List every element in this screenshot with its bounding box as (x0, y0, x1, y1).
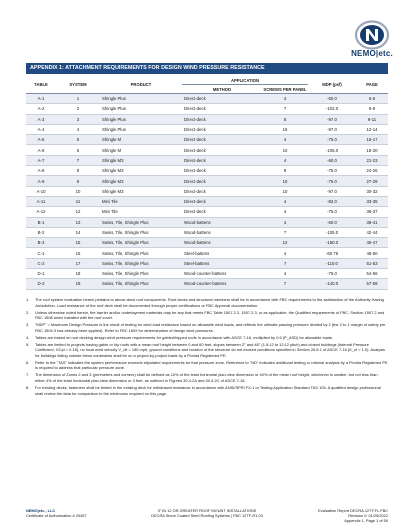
cell-screws: 12 (262, 238, 308, 248)
cell-mdp: -60.0 (308, 217, 356, 227)
cell-screws: 4 (262, 94, 308, 104)
footer-product-line: DECRA Stone Coated Steel Roofing Systems | FBC 12TF-R1.03 (151, 513, 263, 519)
cell-system: 15 (56, 238, 100, 248)
footer-revision: Revision 0: 01/25/2022 (348, 513, 388, 519)
cell-method: Direct-deck (182, 196, 262, 206)
table-row (26, 248, 388, 258)
cell-page: 48-50 (356, 248, 388, 258)
note-text: Tables are based on roof decking design wind pressure requirements for gabled/hipped roofs in accordance with ASCE 7-16, multiplied by 0.6 (P_ASD) for allowable loads. (35, 334, 334, 340)
note-number: 4. (26, 334, 30, 340)
cell-mdp: -110.0 (308, 258, 356, 268)
cell-product: Shingle Plus (100, 114, 182, 124)
cell-mdp: -60.75 (308, 248, 356, 258)
cell-mdp: -75.0 (308, 269, 356, 279)
cell-screws: 7 (262, 258, 308, 268)
cell-product: Shingle Plus (100, 94, 182, 104)
cell-screws: 7 (262, 104, 308, 114)
cell-system: 3 (56, 114, 100, 124)
note-number: 2. (26, 309, 30, 315)
cell-method: Direct-deck (182, 135, 262, 145)
cell-system: 7 (56, 155, 100, 165)
cell-table-id: C-1 (26, 248, 56, 258)
cell-table-id: A-8 (26, 166, 56, 176)
cell-table-id: A-10 (26, 186, 56, 196)
footer-company: NEMO|etc., LLC (26, 508, 56, 513)
table-row (26, 135, 388, 145)
cell-mdp: -97.0 (308, 186, 356, 196)
cell-method: Direct-deck (182, 104, 262, 114)
header-application: APPLICATION (182, 76, 308, 85)
cell-system: 18 (56, 269, 100, 279)
note-number: 7. (26, 372, 30, 378)
note-text: Unless otherwise noted herein, fire barrier and/or underlayment materials may be any that meets FBC Table 1507.2.2, 1507.2.3, or as applicable, the Qualified requirements of FBC, Section 1507.2 and FBC 1508 when installed with the roof cover. (35, 309, 385, 321)
cell-mdp: -97.0 (308, 124, 356, 134)
cell-system: 4 (56, 124, 100, 134)
cell-product: Mini Tile (100, 196, 182, 206)
cell-method: Direct-deck (182, 94, 262, 104)
cell-screws: 4 (262, 248, 308, 258)
cell-mdp: -150.0 (308, 238, 356, 248)
note-number: 1. (26, 297, 30, 302)
page-footer (26, 508, 388, 526)
footer-installation-type: 3" IN 12 OR GREATER ROOF MOUNT INSTALLATIONS (157, 508, 257, 513)
cell-product: Swiss, Tile, Shingle Plus (100, 258, 182, 268)
header-system: SYSTEM (56, 76, 100, 94)
cell-system: 16 (56, 248, 100, 258)
cell-table-id: D-2 (26, 279, 56, 289)
cell-table-id: A-3 (26, 114, 56, 124)
table-body (26, 94, 388, 290)
table-row (26, 145, 388, 155)
cell-method: Direct-deck (182, 114, 262, 124)
cell-system: 8 (56, 166, 100, 176)
note-item (26, 310, 388, 321)
cell-page: 33-35 (356, 196, 388, 206)
cell-table-id: A-2 (26, 104, 56, 114)
cell-product: Shingle Plus (100, 104, 182, 114)
table-row (26, 124, 388, 134)
cell-table-id: A-1 (26, 94, 56, 104)
cell-system: 2 (56, 104, 100, 114)
cell-system: 9 (56, 176, 100, 186)
notes-list (26, 297, 388, 398)
cell-page: 21-23 (356, 155, 388, 165)
cell-screws: 4 (262, 217, 308, 227)
cell-mdp: -105.0 (308, 227, 356, 237)
note-text: Tables are limited to projects having gable or hip roofs with a mean roof height between 0 and 60 feet, slopes between 2° and 45° (1.5:12 to 12:12 pitch) and closed buildings (Internal Pressure Coefficient, GCpi = 0.18), no local wind velocity V_ult = 180 mph, ground conditions and location of the structure do not exceed conditions specified in Section 26.8.1 of ASCE 7-16 (K_zt = 1.0). Analysis for buildings falling outside these constraints shall be on a project-by-project basis by a Florida Registered PE. (35, 341, 386, 358)
table-row (26, 155, 388, 165)
cell-table-id: B-3 (26, 238, 56, 248)
table-row (26, 258, 388, 268)
header-screws: SCREWS PER PANEL (263, 86, 307, 92)
cell-product: Swiss, Tile, Shingle Plus (100, 227, 182, 237)
cell-mdp: -75.0 (308, 166, 356, 176)
note-number: 3. (26, 322, 30, 328)
cell-page: 12-14 (356, 124, 388, 134)
cell-page: 5-6 (356, 94, 388, 104)
cell-screws: 8 (262, 114, 308, 124)
cell-table-id: A-9 (26, 176, 56, 186)
cell-screws: 10 (262, 176, 308, 186)
logo-mark-icon (354, 20, 390, 50)
header-mdp: MDP (psf) (308, 76, 356, 94)
appendix-banner: APPENDIX 1: ATTACHMENT REQUIREMENTS FOR DESIGN WIND PRESSURE RESISTANCE (26, 63, 388, 74)
cell-screws: 16 (262, 124, 308, 134)
cell-screws: 4 (262, 207, 308, 217)
note-item (26, 360, 388, 371)
cell-system: 12 (56, 207, 100, 217)
cell-method: Direct-deck (182, 145, 262, 155)
cell-page: 36-37 (356, 207, 388, 217)
cell-system: 11 (56, 196, 100, 206)
cell-method: Wood-counter-battens (182, 279, 262, 289)
cell-product: Swiss, Tile, Shingle Plus (100, 248, 182, 258)
header-page: PAGE (356, 76, 388, 94)
cell-method: Direct-deck (182, 124, 262, 134)
cell-method: Direct-deck (182, 207, 262, 217)
cell-page: 15-17 (356, 135, 388, 145)
note-text: "MDP" = Maximum Design Pressure is the result of testing for wind load resistance based on allowable wind loads, and reflects the ultimate passing pressure divided by 2 (the 2 to 1 margin of safety per FBC 1504.9 has already been applied). Refer to FBC 1609 for determination of design wind pressures. (35, 322, 386, 333)
cell-mdp: -60.0 (308, 155, 356, 165)
header-method: METHOD (182, 85, 262, 94)
cell-mdp: -75.0 (308, 135, 356, 145)
cell-method: Wood-counter-battens (182, 269, 262, 279)
table-row (26, 217, 388, 227)
cell-system: 13 (56, 217, 100, 227)
note-number: 8. (26, 385, 30, 391)
cell-system: 19 (56, 279, 100, 289)
note-item (26, 372, 388, 383)
cell-table-id: C-2 (26, 258, 56, 268)
note-item (26, 297, 388, 308)
note-item (26, 322, 388, 333)
note-item (26, 342, 388, 359)
cell-product: Swiss, Tile, Shingle Plus (100, 269, 182, 279)
cell-page: 30-32 (356, 186, 388, 196)
cell-method: Direct-deck (182, 166, 262, 176)
header-table: TABLE (26, 76, 56, 94)
table-row (26, 186, 388, 196)
cell-mdp: -140.0 (308, 279, 356, 289)
cell-product: Shingle M (100, 145, 182, 155)
cell-system: 1 (56, 94, 100, 104)
cell-system: 14 (56, 227, 100, 237)
table-row (26, 94, 388, 104)
cell-screws: 10 (262, 145, 308, 155)
cell-screws: 4 (262, 196, 308, 206)
cell-product: Shingle M3 (100, 155, 182, 165)
cell-mdp: -60.0 (308, 94, 356, 104)
cell-page: 9-11 (356, 114, 388, 124)
cell-product: Swiss, Tile, Shingle Plus (100, 238, 182, 248)
footer-page-number: Appendix 1, Page 1 of 59 (344, 518, 388, 524)
cell-table-id: A-7 (26, 155, 56, 165)
header-product: PRODUCT (100, 76, 182, 94)
table-row (26, 207, 388, 217)
cell-table-id: D-1 (26, 269, 56, 279)
table-row (26, 166, 388, 176)
cell-method: Wood-battens (182, 227, 262, 237)
cell-table-id: A-5 (26, 135, 56, 145)
cell-product: Mini Tile (100, 207, 182, 217)
cell-page: 18-20 (356, 145, 388, 155)
cell-page: 27-29 (356, 176, 388, 186)
table-row (26, 227, 388, 237)
cell-mdp: -82.0 (308, 196, 356, 206)
cell-product: Shingle M3 (100, 186, 182, 196)
attachment-requirements-table (26, 76, 388, 290)
cell-product: Shingle M3 (100, 166, 182, 176)
cell-table-id: A-6 (26, 145, 56, 155)
cell-screws: 10 (262, 186, 308, 196)
cell-table-id: B-1 (26, 217, 56, 227)
note-text: For existing decks, fasteners shall be tested in the existing deck for withdrawal resistance in accordance with ANSI/SPRI FX-1 or Testing Application Standard TAS 105. A qualified design professional shall review the data for comparison to the minimums required on this page. (35, 385, 381, 396)
cell-mdp: -105.0 (308, 145, 356, 155)
cell-method: Steel-battens (182, 258, 262, 268)
note-text: The dimension of Zones 2 and 3 (perimeters and corners) shall be defined as 10% of the least horizontal plan-view dimension or 40% of the mean roof height, whichever is smaller, but not less than either 4% of the least horizontal plan-view dimension or 3 feet, as outlined in Figures 30.4-2A and 30.4-2C of ASCE 7-16. (35, 372, 378, 384)
cell-table-id: A-11 (26, 196, 56, 206)
footer-certificate: Certificate of Authorization # 29457 (26, 513, 87, 519)
cell-product: Shingle M (100, 135, 182, 145)
table-row (26, 238, 388, 248)
cell-product: Swiss, Tile, Shingle Plus (100, 217, 182, 227)
cell-page: 51-53 (356, 258, 388, 268)
cell-page: 24-26 (356, 166, 388, 176)
cell-page: 6-9 (356, 104, 388, 114)
cell-method: Direct-deck (182, 155, 262, 165)
note-text: The roof system evaluation herein pertains to above-deck roof components. Roof decks and structural members shall be in accordance with FBC requirements to the satisfaction of the Authority Having Jurisdiction. Load resistance of the roof deck shall be documented through proper certifications or FBC Approval documentation. (35, 297, 384, 308)
cell-system: 6 (56, 145, 100, 155)
note-item (26, 335, 388, 341)
cell-page: 54-56 (356, 269, 388, 279)
cell-system: 10 (56, 186, 100, 196)
cell-table-id: A-12 (26, 207, 56, 217)
footer-left (26, 508, 87, 518)
cell-table-id: B-2 (26, 227, 56, 237)
cell-method: Steel-battens (182, 248, 262, 258)
footer-report-id: Evaluation Report DECRA.12TF.FL.FBC (318, 508, 388, 513)
cell-screws: 7 (262, 279, 308, 289)
cell-method: Wood-battens (182, 238, 262, 248)
cell-product: Shingle Plus (100, 124, 182, 134)
cell-screws: 4 (262, 135, 308, 145)
note-number: 5. (26, 341, 30, 347)
cell-page: 45-47 (356, 238, 388, 248)
note-number: 6. (26, 359, 30, 365)
cell-screws: 7 (262, 227, 308, 237)
cell-product: Swiss, Tile, Shingle Plus (100, 279, 182, 289)
cell-mdp: -102.0 (308, 104, 356, 114)
cell-page: 42-44 (356, 227, 388, 237)
cell-method: Direct-deck (182, 186, 262, 196)
footer-center (106, 508, 308, 518)
note-item (26, 385, 388, 396)
cell-system: 5 (56, 135, 100, 145)
note-text: Refer to the "TAS" indicates the system performance exceeds stipulated requirements for that pressure zone. Reference to "ND" indicates additional testing or rational analysis by a Florida Registered PE is required to address that particular pressure zone. (35, 359, 388, 371)
logo-text: NEMO|etc. (351, 49, 393, 58)
cell-screws: 4 (262, 269, 308, 279)
table-row (26, 279, 388, 289)
cell-screws: 4 (262, 155, 308, 165)
cell-method: Wood-battens (182, 217, 262, 227)
table-row (26, 104, 388, 114)
footer-right (318, 508, 388, 524)
table-row (26, 269, 388, 279)
cell-mdp: -97.0 (308, 114, 356, 124)
cell-screws: 8 (262, 166, 308, 176)
cell-page: 57-59 (356, 279, 388, 289)
cell-table-id: A-4 (26, 124, 56, 134)
table-row (26, 176, 388, 186)
cell-mdp: -75.0 (308, 176, 356, 186)
cell-product: Shingle M3 (100, 176, 182, 186)
cell-mdp: -75.0 (308, 207, 356, 217)
table-row (26, 196, 388, 206)
cell-method: Direct-deck (182, 176, 262, 186)
table-row (26, 114, 388, 124)
cell-system: 17 (56, 258, 100, 268)
brand-logo (346, 20, 398, 66)
cell-page: 38-41 (356, 217, 388, 227)
